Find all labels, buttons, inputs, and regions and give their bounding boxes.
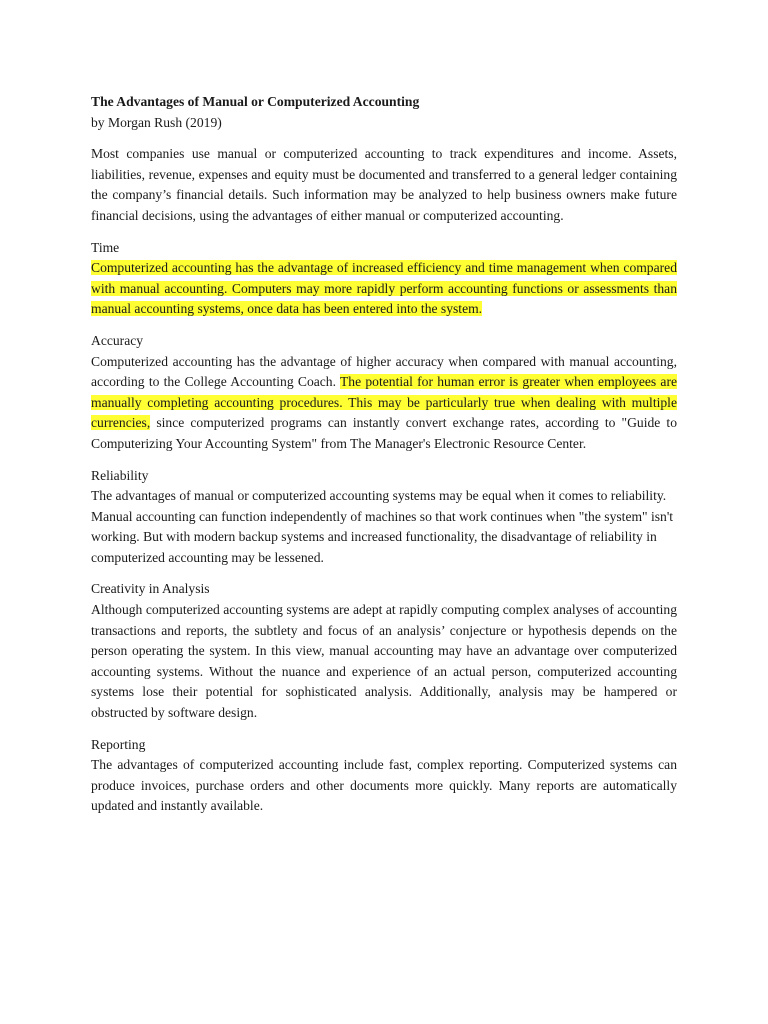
section-time [91, 238, 677, 320]
highlighted-text: Computerized accounting has the advantage of increased efficiency and time management when compared with manual accounting. Computers may more rapidly perform accounting functions or assessments than manual accounting systems, once data has been entered into the system. [91, 260, 677, 317]
document-page [91, 92, 677, 817]
section-reliability [91, 466, 677, 569]
section-body-time [91, 258, 677, 320]
section-creativity [91, 579, 677, 723]
intro-paragraph: Most companies use manual or computerized accounting to track expenditures and income. Assets, liabilities, revenue, expenses and equity must be documented and transferred to a general ledger containing the company’s financial details. Such information may be analyzed to help business owners make future financial decisions, using the advantages of either manual or computerized accounting. [91, 146, 677, 223]
document-title: The Advantages of Manual or Computerized Accounting [91, 94, 420, 109]
section-heading-reliability: Reliability [91, 467, 149, 483]
document-byline: by Morgan Rush (2019) [91, 114, 222, 130]
section-body-reliability: The advantages of manual or computerized accounting systems may be equal when it comes to reliability. Manual accounting can function independently of machines so that work continues when "the system" isn't working. But with modern backup systems and increased functionality, the disadvantage of reliability in computerized accounting may be lessened. [91, 488, 674, 565]
section-body-accuracy [91, 352, 677, 455]
section-heading-creativity: Creativity in Analysis [91, 581, 210, 597]
body-text: Computerized accounting has the advantage of higher accuracy when compared with manual accounting, according to the College Accounting Coach. [91, 353, 677, 390]
section-heading-time: Time [91, 239, 120, 255]
section-heading-reporting: Reporting [91, 736, 146, 752]
section-heading-accuracy: Accuracy [91, 332, 144, 348]
highlighted-text: The potential for human error is greater when employees are manually completing accounting procedures. This may be particularly true when dealing with multiple currencies, [91, 374, 677, 431]
section-body-creativity: Although computerized accounting systems are adept at rapidly computing complex analyses of accounting transactions and reports, the subtlety and focus of an analysis’ conjecture or hypothesis depends on the person operating the system. In this view, manual accounting may have an advantage over computerized accounting systems. Without the nuance and experience of an actual person, computerized accounting systems lose their potential for sophisticated analysis. Additionally, analysis may be hampered or obstructed by software design. [91, 602, 677, 721]
section-reporting [91, 735, 677, 817]
section-body-reporting: The advantages of computerized accounting include fast, complex reporting. Computerized systems can produce invoices, purchase orders and other documents more quickly. Many reports are automatically updated and instantly available. [91, 757, 677, 814]
body-text: since computerized programs can instantly convert exchange rates, according to "Guide to Computerizing Your Accounting System" from The Manager's Electronic Resource Center. [91, 415, 677, 451]
section-accuracy [91, 331, 677, 455]
